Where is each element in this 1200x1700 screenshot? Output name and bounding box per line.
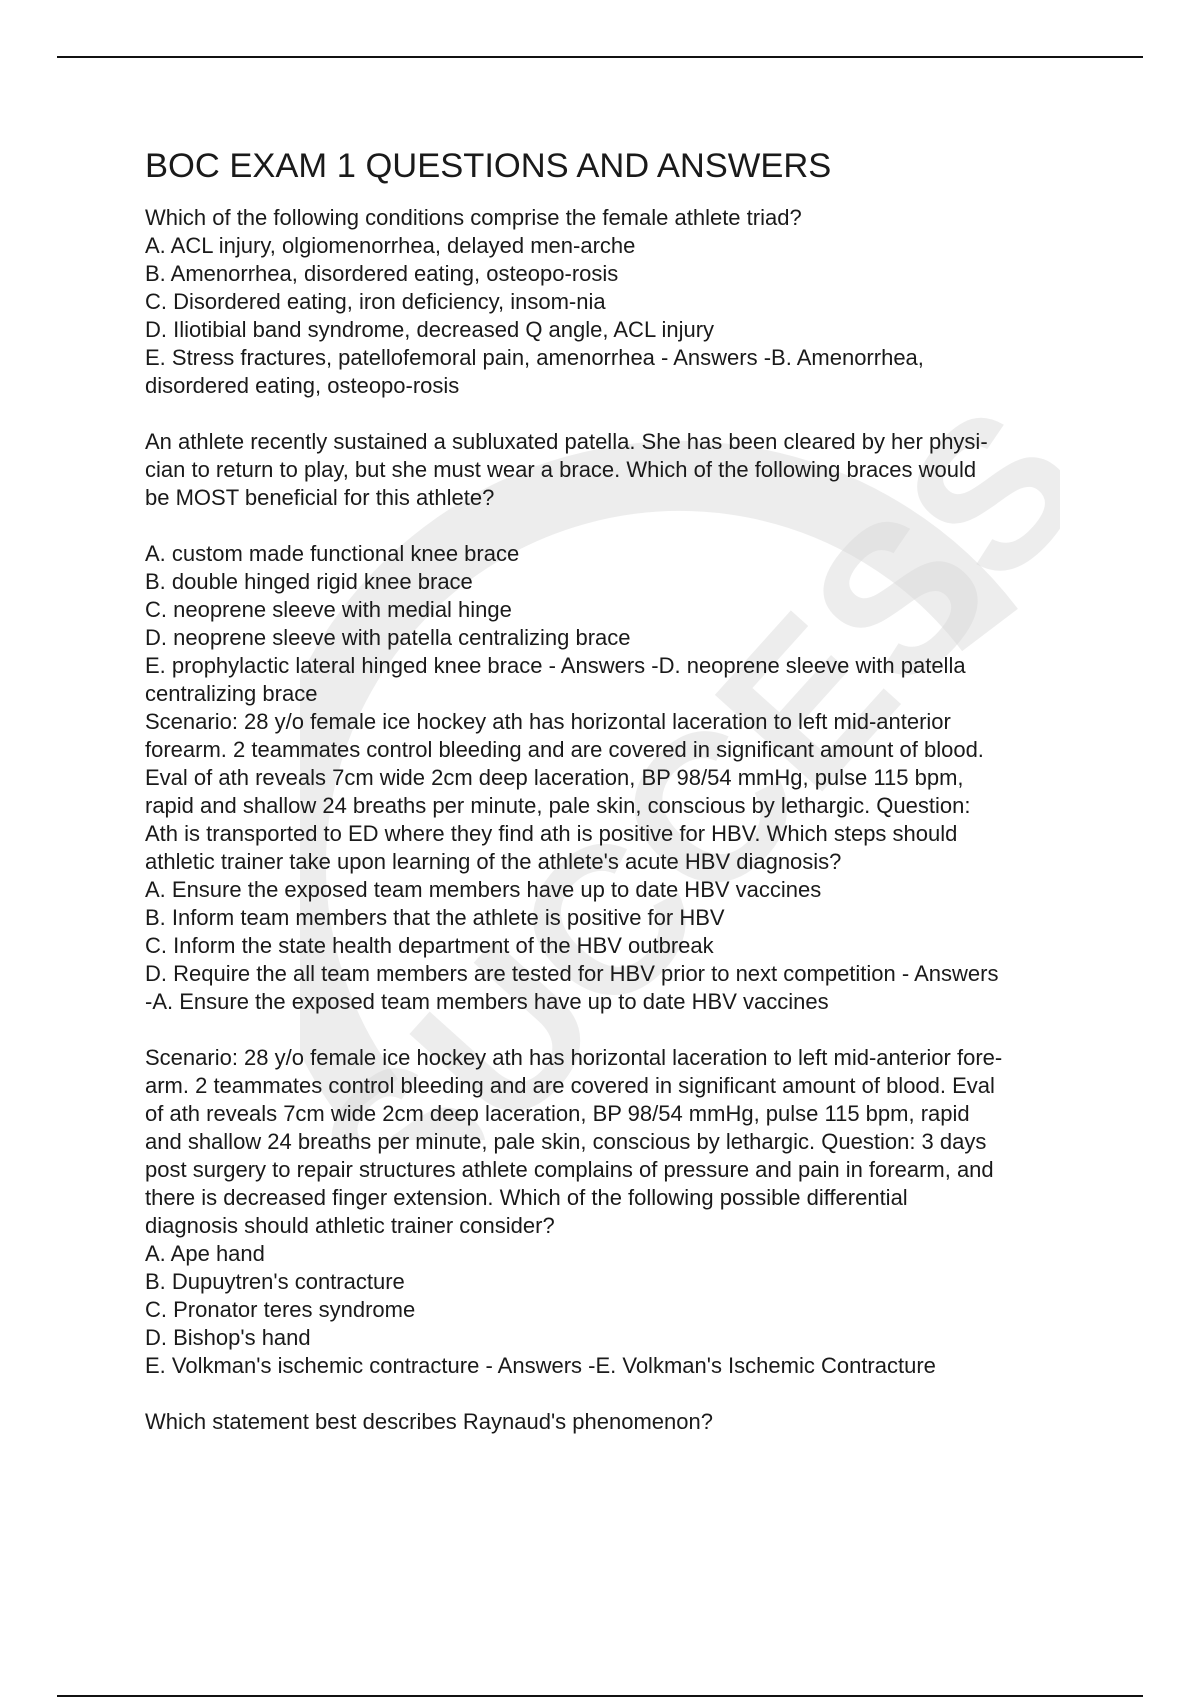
text-line: C. neoprene sleeve with medial hinge [145,597,512,622]
text-line: A. Ensure the exposed team members have up to date HBV vaccines [145,877,822,902]
question-subluxated-patella-options [145,540,1090,1016]
text-line: cian to return to play, but she must wear a brace. Which of the following braces would [145,457,977,482]
paragraph-gap [145,512,1090,540]
watermark-text: SUCCESS [300,380,1060,1140]
text-line: and shallow 24 breaths per minute, pale skin, conscious by lethargic. Question: 3 days [145,1129,987,1154]
text-line: C. Inform the state health department of the HBV outbreak [145,933,714,958]
question-subluxated-patella [145,428,1090,512]
text-line: Which statement best describes Raynaud's phenomenon? [145,1409,713,1434]
paragraph-gap [145,1380,1090,1408]
text-line: Eval of ath reveals 7cm wide 2cm deep laceration, BP 98/54 mmHg, pulse 115 bpm, [145,765,964,790]
question-female-athlete-triad [145,204,1090,400]
question-list [145,204,1090,1436]
bottom-rule [57,1695,1143,1697]
text-line: forearm. 2 teammates control bleeding and are covered in significant amount of blood. [145,737,984,762]
text-line: E. Volkman's ischemic contracture - Answers -E. Volkman's Ischemic Contracture [145,1353,936,1378]
text-line: arm. 2 teammates control bleeding and are covered in significant amount of blood. Eval [145,1073,995,1098]
text-line: centralizing brace [145,681,318,706]
text-line: athletic trainer take upon learning of the athlete's acute HBV diagnosis? [145,849,842,874]
text-line: D. Require the all team members are tested for HBV prior to next competition - Answers [145,961,999,986]
text-line: E. Stress fractures, patellofemoral pain, amenorrhea - Answers -B. Amenorrhea, [145,345,924,370]
text-line: be MOST beneficial for this athlete? [145,485,495,510]
text-line: E. prophylactic lateral hinged knee brace - Answers -D. neoprene sleeve with patella [145,653,966,678]
text-line: A. Ape hand [145,1241,265,1266]
text-line: D. Bishop's hand [145,1325,311,1350]
text-line: D. neoprene sleeve with patella centralizing brace [145,625,631,650]
document-title: BOC EXAM 1 QUESTIONS AND ANSWERS [145,147,832,185]
text-line: Ath is transported to ED where they find ath is positive for HBV. Which steps should [145,821,958,846]
text-line: D. Iliotibial band syndrome, decreased Q angle, ACL injury [145,317,715,342]
text-line: An athlete recently sustained a subluxated patella. She has been cleared by her physi- [145,429,988,454]
top-rule [57,56,1143,58]
question-forearm-differential [145,1044,1090,1380]
paragraph-gap [145,1016,1090,1044]
text-line: A. custom made functional knee brace [145,541,520,566]
text-line: Scenario: 28 y/o female ice hockey ath has horizontal laceration to left mid-anterior [145,709,951,734]
text-line: there is decreased finger extension. Which of the following possible differential [145,1185,908,1210]
text-line: of ath reveals 7cm wide 2cm deep laceration, BP 98/54 mmHg, pulse 115 bpm, rapid [145,1101,970,1126]
text-line: Which of the following conditions comprise the female athlete triad? [145,205,802,230]
text-line: B. Amenorrhea, disordered eating, osteopo-rosis [145,261,619,286]
document-body [145,142,1090,1436]
text-line: disordered eating, osteopo-rosis [145,373,460,398]
text-line: C. Pronator teres syndrome [145,1297,416,1322]
text-line: post surgery to repair structures athlete complains of pressure and pain in forearm, and [145,1157,994,1182]
text-line: C. Disordered eating, iron deficiency, insom-nia [145,289,606,314]
text-line: A. ACL injury, olgiomenorrhea, delayed men-arche [145,233,636,258]
text-line: rapid and shallow 24 breaths per minute, pale skin, conscious by lethargic. Question: [145,793,971,818]
text-line: B. Inform team members that the athlete is positive for HBV [145,905,725,930]
text-line: -A. Ensure the exposed team members have up to date HBV vaccines [145,989,829,1014]
paragraph-gap [145,400,1090,428]
text-line: diagnosis should athletic trainer consider? [145,1213,555,1238]
text-line: B. double hinged rigid knee brace [145,569,473,594]
text-line: Scenario: 28 y/o female ice hockey ath has horizontal laceration to left mid-anterior fore- [145,1045,1003,1070]
text-line: B. Dupuytren's contracture [145,1269,405,1294]
question-raynauds [145,1408,1090,1436]
